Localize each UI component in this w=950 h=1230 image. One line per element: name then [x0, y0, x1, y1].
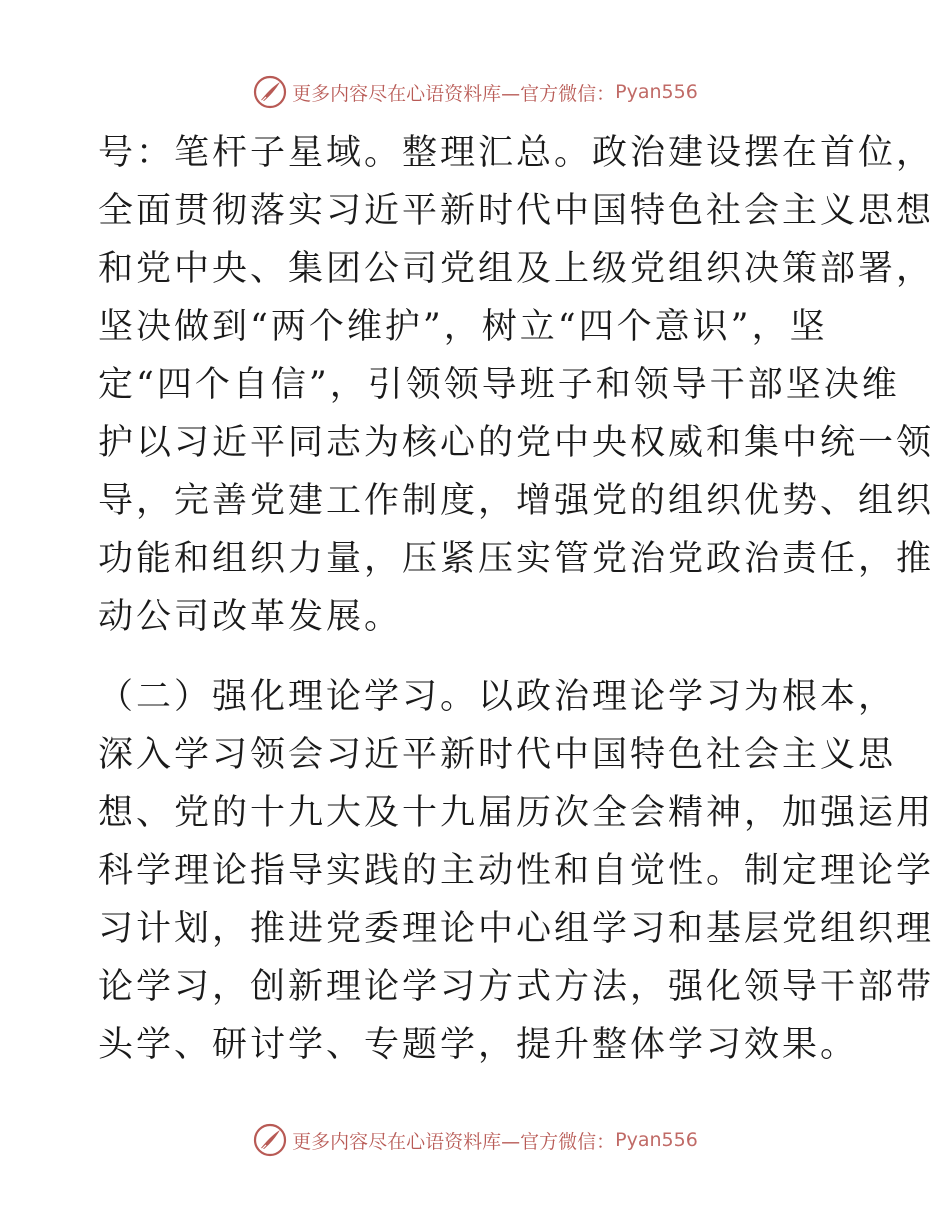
paragraph-1 — [98, 124, 935, 646]
watermark-handle: Pyan556 — [615, 81, 698, 103]
text-line: 护以习近平同志为核心的党中央权威和集中统一领 — [98, 423, 935, 463]
quill-logo-icon — [252, 74, 288, 110]
footer-watermark — [0, 1120, 950, 1160]
text-line: 头学、研讨学、专题学，提升整体学习效果。 — [98, 1025, 859, 1065]
text-line: 想、党的十九大及十九届历次全会精神，加强运用 — [98, 793, 935, 833]
text-line: 习计划，推进党委理论中心组学习和基层党组织理 — [98, 909, 935, 949]
header-watermark — [0, 72, 950, 112]
paragraph-2 — [98, 668, 935, 1074]
watermark-text: 更多内容尽在心语资料库—官方微信： — [292, 1130, 616, 1153]
text-line: （二）强化理论学习。以政治理论学习为根本， — [98, 677, 897, 717]
text-line: 和党中央、集团公司党组及上级党组织决策部署， — [98, 249, 935, 289]
text-line: 全面贯彻落实习近平新时代中国特色社会主义思想 — [98, 191, 935, 231]
text-line: 深入学习领会习近平新时代中国特色社会主义思 — [98, 735, 897, 775]
text-line: 动公司改革发展。 — [98, 597, 403, 637]
text-line: 导，完善党建工作制度，增强党的组织优势、组织 — [98, 481, 935, 521]
text-line: 号：笔杆子星域。整理汇总。政治建设摆在首位， — [98, 133, 935, 173]
watermark-handle: Pyan556 — [615, 1129, 698, 1151]
quill-logo-icon — [252, 1122, 288, 1158]
text-line: 论学习，创新理论学习方式方法，强化领导干部带 — [98, 967, 935, 1007]
text-line: 坚决做到“两个维护”，树立“四个意识”，坚 — [98, 307, 828, 347]
document-body — [98, 124, 935, 1074]
watermark-text: 更多内容尽在心语资料库—官方微信： — [292, 82, 616, 105]
text-line: 定“四个自信”，引领领导班子和领导干部坚决维 — [98, 365, 900, 405]
text-line: 功能和组织力量，压紧压实管党治党政治责任，推 — [98, 539, 935, 579]
text-line: 科学理论指导实践的主动性和自觉性。制定理论学 — [98, 851, 935, 891]
